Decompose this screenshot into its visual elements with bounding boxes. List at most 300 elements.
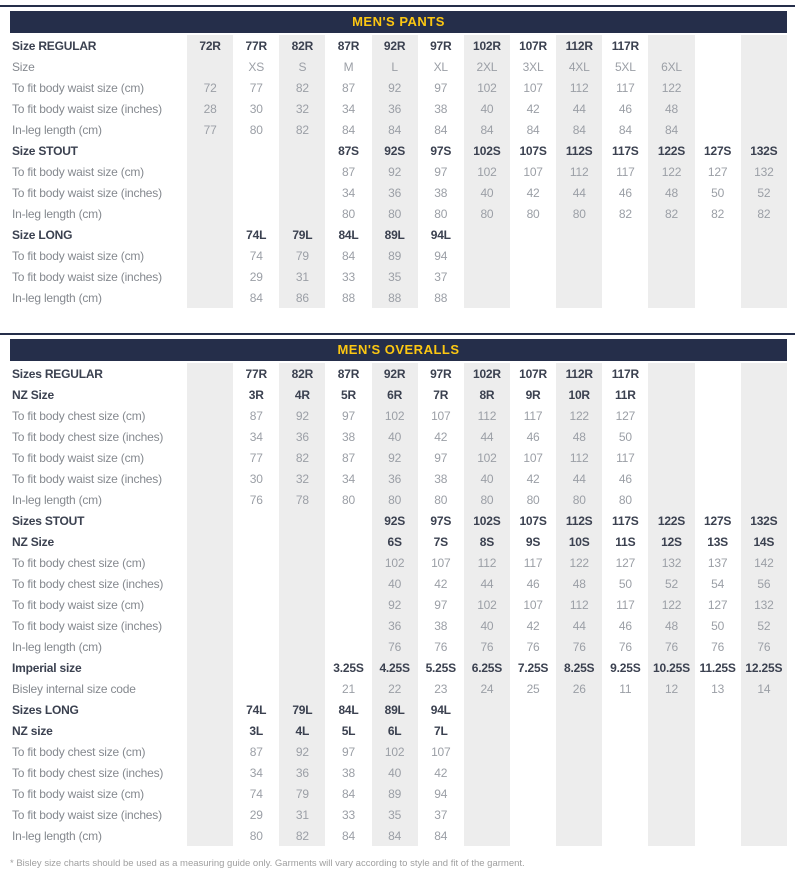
size-cell xyxy=(695,489,741,510)
row-label: To fit body chest size (cm) xyxy=(12,555,146,570)
size-cell: 84 xyxy=(249,290,263,305)
size-cell xyxy=(279,678,325,699)
size-cell: 122 xyxy=(648,594,694,615)
size-cell: 76 xyxy=(648,636,694,657)
size-cell xyxy=(325,510,371,531)
size-cell xyxy=(279,140,325,161)
size-cell xyxy=(695,35,741,56)
size-cell: 56 xyxy=(741,573,787,594)
size-cell: 5R xyxy=(341,387,356,402)
row-label: To fit body chest size (cm) xyxy=(12,744,146,759)
section-top-rule xyxy=(0,333,795,335)
size-cell: 50 xyxy=(618,576,632,591)
size-cell xyxy=(187,678,233,699)
size-cell: 84L xyxy=(338,227,359,242)
size-cell: 28 xyxy=(187,98,233,119)
size-cell: 4.25S xyxy=(372,657,418,678)
size-cell xyxy=(556,266,602,287)
size-cell: 102R xyxy=(464,35,510,56)
size-cell: 52 xyxy=(741,182,787,203)
size-cell: 32 xyxy=(279,98,325,119)
size-cell: 80 xyxy=(434,206,448,221)
table-row xyxy=(10,119,787,140)
size-cell xyxy=(648,266,694,287)
size-cell xyxy=(233,552,279,573)
size-cell: 82 xyxy=(618,206,632,221)
size-cell: 9.25S xyxy=(610,660,641,675)
size-cell xyxy=(187,657,233,678)
size-cell: 87 xyxy=(249,408,263,423)
size-cell: 112R xyxy=(556,363,602,384)
size-cell: 77 xyxy=(187,119,233,140)
size-cell: 3R xyxy=(248,387,264,402)
size-cell xyxy=(741,35,787,56)
size-cell xyxy=(233,161,279,182)
size-cell xyxy=(233,531,279,552)
size-cell: 38 xyxy=(434,101,448,116)
size-cell: 76 xyxy=(526,639,540,654)
size-cell: 3.25S xyxy=(333,660,364,675)
size-cell xyxy=(510,287,556,308)
size-cell: 24 xyxy=(464,678,510,699)
size-cell xyxy=(648,762,694,783)
size-cell: 82 xyxy=(648,203,694,224)
size-cell: 76 xyxy=(741,636,787,657)
size-cell xyxy=(741,741,787,762)
size-cell: 82 xyxy=(279,825,325,846)
size-cell xyxy=(602,245,648,266)
size-cell: 92 xyxy=(372,77,418,98)
size-cell: 13 xyxy=(711,681,725,696)
size-cell xyxy=(741,783,787,804)
size-cell xyxy=(233,140,279,161)
size-cell: 137 xyxy=(707,555,728,570)
size-cell: 35 xyxy=(372,804,418,825)
row-label: To fit body waist size (cm) xyxy=(12,248,144,263)
size-cell: 38 xyxy=(434,185,448,200)
size-cell: 79 xyxy=(279,783,325,804)
size-cell: 76 xyxy=(249,492,263,507)
size-cell xyxy=(510,783,556,804)
size-cell xyxy=(695,468,741,489)
size-cell: 88 xyxy=(372,287,418,308)
size-cell xyxy=(464,804,510,825)
size-cell: 92 xyxy=(279,405,325,426)
size-cell: 97 xyxy=(434,164,448,179)
size-cell: 88 xyxy=(434,290,448,305)
size-cell xyxy=(695,384,741,405)
size-cell: 112 xyxy=(464,552,510,573)
size-cell: 107 xyxy=(523,450,543,465)
table-title: MEN'S PANTS xyxy=(352,14,445,29)
row-label: To fit body waist size (cm) xyxy=(12,597,144,612)
table-row xyxy=(10,140,787,161)
size-cell: 33 xyxy=(342,807,355,822)
size-cell xyxy=(741,804,787,825)
row-label: NZ Size xyxy=(12,387,54,402)
table-row xyxy=(10,468,787,489)
row-label: To fit body chest size (inches) xyxy=(12,429,164,444)
size-cell xyxy=(187,468,233,489)
size-cell xyxy=(556,224,602,245)
size-cell xyxy=(695,363,741,384)
size-cell: 102 xyxy=(372,741,418,762)
size-cell: 80 xyxy=(342,206,355,221)
size-cell xyxy=(233,594,279,615)
size-cell: 74 xyxy=(249,786,263,801)
size-cell xyxy=(556,804,602,825)
size-cell: 48 xyxy=(648,182,694,203)
size-cell: 84 xyxy=(372,825,418,846)
size-cell: 132S xyxy=(741,510,787,531)
size-cell: 112 xyxy=(556,77,602,98)
size-cell xyxy=(648,287,694,308)
size-cell xyxy=(187,287,233,308)
size-cell: 87R xyxy=(337,366,360,381)
size-cell xyxy=(741,699,787,720)
size-cell: 82 xyxy=(279,119,325,140)
size-cell xyxy=(741,426,787,447)
size-cell: 117R xyxy=(611,38,639,53)
size-cell: 112R xyxy=(556,35,602,56)
size-cell: 82 xyxy=(279,447,325,468)
size-cell xyxy=(464,825,510,846)
row-label: Sizes REGULAR xyxy=(12,366,103,381)
size-cell xyxy=(741,720,787,741)
table-row xyxy=(10,657,787,678)
size-cell xyxy=(695,266,741,287)
row-label: To fit body chest size (inches) xyxy=(12,765,164,780)
size-cell xyxy=(741,77,787,98)
size-cell: 36 xyxy=(279,762,325,783)
size-cell xyxy=(695,741,741,762)
size-cell: 36 xyxy=(372,98,418,119)
size-cell xyxy=(187,384,233,405)
size-cell xyxy=(695,804,741,825)
size-cell xyxy=(741,224,787,245)
size-cell xyxy=(187,447,233,468)
size-cell: 80 xyxy=(372,203,418,224)
size-cell: 29 xyxy=(249,807,263,822)
size-cell xyxy=(233,182,279,203)
size-cell xyxy=(695,783,741,804)
size-cell xyxy=(233,678,279,699)
size-cell xyxy=(464,287,510,308)
size-cell: 80 xyxy=(372,489,418,510)
size-cell: 84 xyxy=(618,122,632,137)
size-cell: 87 xyxy=(249,744,263,759)
size-cell xyxy=(279,510,325,531)
size-cell xyxy=(648,741,694,762)
size-cell: 44 xyxy=(556,468,602,489)
size-cell xyxy=(648,783,694,804)
size-cell xyxy=(602,762,648,783)
size-cell: 48 xyxy=(556,573,602,594)
size-cell xyxy=(556,783,602,804)
size-cell xyxy=(187,510,233,531)
table-row xyxy=(10,636,787,657)
size-cell xyxy=(741,119,787,140)
size-cell: XS xyxy=(248,59,265,74)
size-cell xyxy=(556,741,602,762)
size-cell xyxy=(510,825,556,846)
size-cell: 127 xyxy=(615,555,636,570)
size-cell: 94L xyxy=(430,702,451,717)
size-cell: 97 xyxy=(434,80,448,95)
mens-overalls-size-table xyxy=(10,363,787,846)
size-cell xyxy=(695,98,741,119)
size-cell: 87S xyxy=(338,143,359,158)
size-cell: 92 xyxy=(372,161,418,182)
row-label: NZ size xyxy=(12,723,53,738)
size-cell: 142 xyxy=(741,552,787,573)
table-row xyxy=(10,405,787,426)
size-cell xyxy=(741,98,787,119)
size-cell xyxy=(556,287,602,308)
size-cell xyxy=(695,77,741,98)
size-cell xyxy=(233,203,279,224)
size-cell: 122 xyxy=(556,405,602,426)
size-cell xyxy=(602,825,648,846)
size-cell: 94L xyxy=(430,227,451,242)
row-label: To fit body waist size (cm) xyxy=(12,164,144,179)
size-cell xyxy=(510,720,556,741)
size-cell: 3L xyxy=(249,723,264,738)
size-cell xyxy=(695,825,741,846)
size-cell: 11 xyxy=(619,681,632,696)
mens-overalls-table-body xyxy=(10,363,787,846)
size-cell: 42 xyxy=(526,618,540,633)
size-cell xyxy=(741,245,787,266)
size-cell: 117 xyxy=(616,80,635,95)
mens-pants-header-bar xyxy=(10,11,787,33)
size-cell: 31 xyxy=(279,804,325,825)
table-row xyxy=(10,384,787,405)
size-cell xyxy=(695,426,741,447)
size-cell xyxy=(325,573,371,594)
size-cell xyxy=(648,405,694,426)
size-cell xyxy=(695,405,741,426)
table-row xyxy=(10,245,787,266)
size-cell xyxy=(695,56,741,77)
size-cell: 79L xyxy=(279,224,325,245)
size-cell xyxy=(602,804,648,825)
size-cell: 80 xyxy=(434,492,448,507)
size-cell: 97R xyxy=(430,38,452,53)
size-cell: 30 xyxy=(249,471,263,486)
size-cell xyxy=(695,245,741,266)
size-cell: 72 xyxy=(187,77,233,98)
table-row xyxy=(10,426,787,447)
size-cell xyxy=(741,266,787,287)
size-cell xyxy=(187,741,233,762)
size-cell: 92S xyxy=(372,510,418,531)
size-cell: 33 xyxy=(342,269,355,284)
size-cell: 46 xyxy=(618,185,632,200)
size-cell xyxy=(648,699,694,720)
size-cell xyxy=(233,573,279,594)
size-cell: 34 xyxy=(342,101,355,116)
size-cell: 76 xyxy=(434,639,448,654)
size-cell: 77R xyxy=(245,366,267,381)
size-cell xyxy=(279,531,325,552)
size-cell: 78 xyxy=(279,489,325,510)
size-cell: 87 xyxy=(342,164,355,179)
size-cell: 80 xyxy=(464,203,510,224)
size-cell: 42 xyxy=(434,429,448,444)
size-cell: 8S xyxy=(464,531,510,552)
size-cell: 80 xyxy=(249,828,263,843)
size-cell: 84L xyxy=(338,702,359,717)
size-cell xyxy=(325,531,371,552)
size-cell: 34 xyxy=(249,765,263,780)
size-cell: 12.25S xyxy=(741,657,787,678)
size-cell: 40 xyxy=(464,468,510,489)
size-cell: 117 xyxy=(616,164,635,179)
size-cell: 10.25S xyxy=(648,657,694,678)
size-cell: 107R xyxy=(519,38,547,53)
size-cell xyxy=(187,363,233,384)
table-row xyxy=(10,287,787,308)
size-cell: 36 xyxy=(372,615,418,636)
size-cell xyxy=(648,426,694,447)
size-cell xyxy=(279,182,325,203)
size-cell: 76 xyxy=(464,636,510,657)
size-cell: 4XL xyxy=(556,56,602,77)
size-cell xyxy=(602,783,648,804)
table-row xyxy=(10,741,787,762)
table-row xyxy=(10,98,787,119)
size-cell: 132S xyxy=(741,140,787,161)
size-cell: 87 xyxy=(342,450,355,465)
size-cell xyxy=(741,405,787,426)
size-cell: 25 xyxy=(526,681,540,696)
size-cell xyxy=(233,510,279,531)
size-cell: 7S xyxy=(433,534,448,549)
row-label: In-leg length (cm) xyxy=(12,122,102,137)
table-row xyxy=(10,678,787,699)
size-cell: 6L xyxy=(372,720,418,741)
size-cell: 76 xyxy=(556,636,602,657)
row-label: Bisley internal size code xyxy=(12,681,136,696)
size-cell xyxy=(187,203,233,224)
size-cell: 74L xyxy=(246,702,267,717)
size-cell xyxy=(187,140,233,161)
size-cell: 122S xyxy=(648,140,694,161)
size-cell: 46 xyxy=(618,618,632,633)
size-cell xyxy=(187,182,233,203)
size-cell xyxy=(279,636,325,657)
size-cell: 107S xyxy=(519,513,547,528)
row-label: Sizes LONG xyxy=(12,702,79,717)
size-cell: 84 xyxy=(434,122,448,137)
size-cell: 12S xyxy=(648,531,694,552)
size-cell: 107 xyxy=(431,408,451,423)
size-cell: 117S xyxy=(612,513,639,528)
size-cell: 36 xyxy=(279,426,325,447)
size-cell xyxy=(695,119,741,140)
size-cell xyxy=(602,720,648,741)
table-row xyxy=(10,224,787,245)
size-cell xyxy=(602,287,648,308)
row-label: To fit body waist size (inches) xyxy=(12,471,162,486)
size-cell xyxy=(741,762,787,783)
size-cell: 40 xyxy=(464,98,510,119)
size-cell: 44 xyxy=(556,615,602,636)
size-cell xyxy=(279,203,325,224)
size-cell: 76 xyxy=(711,639,725,654)
size-cell: 84 xyxy=(434,828,448,843)
size-cell xyxy=(233,636,279,657)
size-cell: 87 xyxy=(342,80,355,95)
row-label: To fit body waist size (inches) xyxy=(12,807,162,822)
size-cell xyxy=(464,741,510,762)
size-cell: 107 xyxy=(523,164,543,179)
size-cell: 97S xyxy=(430,143,452,158)
size-cell xyxy=(648,35,694,56)
size-cell: 86 xyxy=(279,287,325,308)
table-row xyxy=(10,203,787,224)
row-label: In-leg length (cm) xyxy=(12,492,102,507)
size-cell: 102R xyxy=(464,363,510,384)
size-cell: 82 xyxy=(741,203,787,224)
table-row xyxy=(10,552,787,573)
size-cell: 117 xyxy=(523,555,543,570)
row-label: Size LONG xyxy=(12,227,73,242)
size-cell: 102S xyxy=(464,510,510,531)
size-cell: 44 xyxy=(464,426,510,447)
row-label: To fit body waist size (cm) xyxy=(12,80,144,95)
size-cell xyxy=(279,594,325,615)
table-row xyxy=(10,783,787,804)
size-cell xyxy=(325,552,371,573)
size-cell: 50 xyxy=(711,618,725,633)
size-cell: 84 xyxy=(526,122,540,137)
size-cell: 94 xyxy=(434,786,448,801)
size-cell xyxy=(510,266,556,287)
size-cell: 97 xyxy=(434,597,448,612)
size-cell: 84 xyxy=(556,119,602,140)
size-cell: 97 xyxy=(434,450,448,465)
size-cell xyxy=(187,224,233,245)
size-cell: 9R xyxy=(525,387,541,402)
row-label: Imperial size xyxy=(12,660,82,675)
size-cell: 6R xyxy=(372,384,418,405)
size-cell xyxy=(325,615,371,636)
size-cell xyxy=(187,161,233,182)
size-cell: 23 xyxy=(434,681,448,696)
row-label: In-leg length (cm) xyxy=(12,828,102,843)
size-cell: 92R xyxy=(372,35,418,56)
size-cell: 35 xyxy=(372,266,418,287)
size-cell xyxy=(187,699,233,720)
size-cell: 6.25S xyxy=(464,657,510,678)
size-cell xyxy=(741,363,787,384)
size-cell xyxy=(741,287,787,308)
row-label: Size xyxy=(12,59,35,74)
size-cell xyxy=(187,594,233,615)
size-cell xyxy=(187,245,233,266)
size-cell xyxy=(187,426,233,447)
size-cell: L xyxy=(372,56,418,77)
size-cell: 14 xyxy=(741,678,787,699)
row-label: In-leg length (cm) xyxy=(12,206,102,221)
size-cell xyxy=(464,266,510,287)
size-cell: 38 xyxy=(342,765,355,780)
size-cell: 74 xyxy=(249,248,263,263)
size-cell: 11S xyxy=(615,534,636,549)
table-row xyxy=(10,804,787,825)
